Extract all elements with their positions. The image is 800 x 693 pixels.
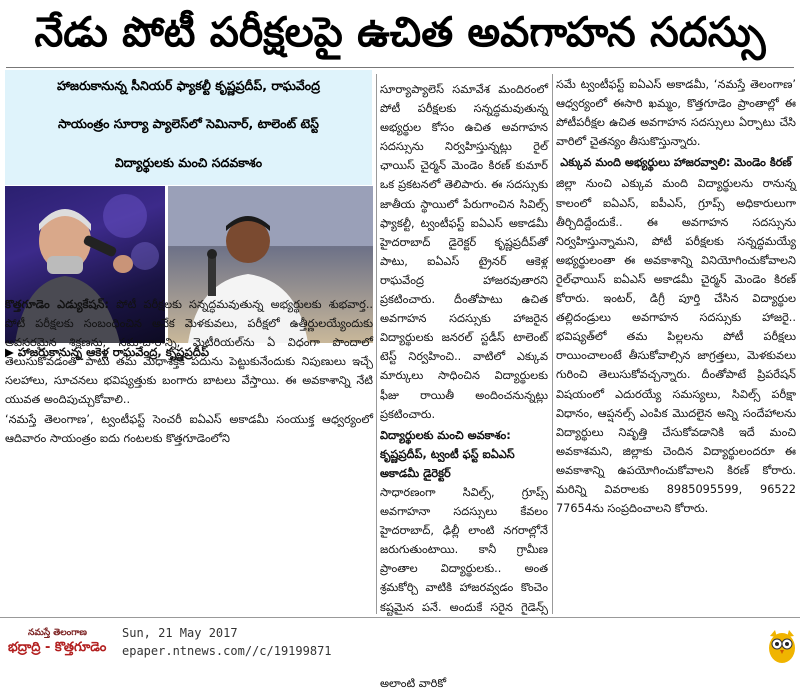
- column-1: [5, 295, 373, 448]
- logo-top-text: నమస్తే తెలంగాణ: [28, 628, 87, 638]
- col2-para-2: సాధారణంగా సివిల్స్, గ్రూప్స్ అవగాహనా సదస్సులు కేవలం హైదరాబాద్, ఢిల్లీ లాంటి నగరాల్లోనే జరుగుతుంటాయి. కానీ గ్రామీణ ప్రాంతాల విద్యార్థులకు.. అంత శ్రమకోర్చి వాటికి హాజరవ్వడం కొంచెం కష్టమైన పనే. అందుకే సరైన గైడెన్స్ అలాంటి వారికో: [380, 485, 548, 690]
- logo-bottom-text: భద్రాద్రి - కొత్తగూడెం: [8, 640, 107, 655]
- intro-line-3: విద్యార్థులకు మంచి సదవకాశం: [114, 155, 263, 170]
- intro-box: [5, 70, 372, 185]
- column-2: [380, 80, 548, 693]
- epaper-meta: [122, 624, 332, 660]
- column-divider-2: [552, 74, 553, 614]
- edition-date: Sun, 21 May 2017: [122, 626, 238, 640]
- headline: నేడు పోటీ పరీక్షలపై ఉచిత అవగాహన సదస్సు: [34, 8, 766, 56]
- col2-para-1: సూర్యాప్యాలెస్ సమావేశ మందిరంలో పోటీ పరీక్షలకు సన్నద్ధమవుతున్న అభ్యర్థుల కోసం ఉచిత అవగాహన సదస్సును నిర్వహిస్తున్నట్లు రైల్ ఛాయిస్ చైర్మన్ మెండెం కిరణ్ కుమార్ ఒక ప్రకటనలో తెలిపారు. ఈ సదస్సుకు జాతీయ స్థాయిలో పేరుగాంచిన సివిల్స్ ఫ్యాకల్టీ, ట్వంటీఫస్ట్ ఐఏఎస్ అకాడమీ హైదరాబాద్ డైరెక్టర్ కృష్ణప్రదీప్‌తో పాటు, ఐఏఎస్ ట్రైనర్ ఆకెళ్ల రాఘవేంద్ర హాజరవుతారని ప్రకటించారు. దీంతోపాటు ఉచిత అవగాహన సదస్సుకు హాజరైన విద్యార్థులకు జనరల్ స్టడీస్ టాలెంట్ టెస్ట్ నిర్వహించి.. వాటిలో ఎక్కువ మార్కులు సాధించిన విద్యార్థులకు ఫీజు రాయితీ అందించనున్నట్లు ప్రకటించారు.: [380, 83, 548, 421]
- intro-line-1: హాజరుకానున్న సీనియర్ ఫ్యాకల్టీ కృష్ణప్రదీప్, రాఘవేంద్ర: [57, 78, 320, 93]
- dateline: కొత్తగూడెం ఎడ్యుకేషన్:: [5, 298, 109, 311]
- column-3: [556, 75, 796, 518]
- owl-icon: [768, 628, 796, 664]
- epaper-url[interactable]: epaper.ntnews.com//c/19199871: [122, 644, 332, 658]
- caption-text: హాజరుకానున్న ఆకెళ్ల రాఘవేంద్ర, కృష్ణప్రదీప్: [17, 345, 210, 359]
- headline-rule: [6, 67, 794, 68]
- newspaper-logo[interactable]: [8, 628, 106, 664]
- col3-para-1: సమే ట్వంటీఫస్ట్ ఐఏఎస్ అకాడమీ, ‘నమస్తే తెలంగాణ’ ఆధ్వర్యంలో ఈసారి ఖమ్మం, కొత్తగూడెం ప్రాంతాల్లో ఈ పోటీపరీక్షల ఉచిత అవగాహన సదస్సులు ఏర్పాటు చేసి వారిలో చైతన్యం తీసుకొస్తున్నారు.: [556, 78, 796, 149]
- col2-subhead: విద్యార్థులకు మంచి అవకాశం: కృష్ణప్రదీప్, ట్వంటీ ఫస్ట్ ఐఏఎస్ అకాడమీ డైరెక్టర్: [380, 428, 515, 480]
- caption-arrow-icon: ▶: [5, 345, 18, 359]
- epaper-footer: [0, 617, 800, 674]
- col1-para-1-text: పోటీ పరీక్షలకు సన్నద్ధమవుతున్న అభ్యర్థులకు శుభవార్త.. పోటీ పరీక్షలకు సంబంధించిన అనేక మెళకువలు, పరీక్షలో ఉత్తీర్ణులయ్యేందుకు అవసరమైన శిక్షణను, సమాచారాన్ని, మెటీరియల్‌ను ఏ విధంగా పొందాలో తెలుసుకోవడంతో పాటు తమ మేధాశక్తికి పదును పెట్టుకునేందుకు నిపుణులు ఇచ్చే సలహాలు, సూచనలు భవిష్యత్తుకు బంగారు బాటలు వేస్తాయి. ఈ అవకాశాన్ని నేటి యువత అందిపుచ్చుకోవాలి..: [5, 298, 374, 407]
- col1-para-1: [5, 295, 373, 410]
- intro-line-2: సాయంత్రం సూర్యా ప్యాలెస్‌లో సెమినార్, టాలెంట్ టెస్ట్: [58, 116, 319, 131]
- column-divider-1: [376, 74, 377, 614]
- col1-para-2: ‘నమస్తే తెలంగాణ’, ట్వంటీఫస్ట్ సెంచరీ ఐఏఎస్ అకాడమీ సంయుక్త ఆధ్వర్యంలో ఆదివారం సాయంత్రం ఐదు గంటలకు కొత్తగూడెంలోని: [5, 412, 373, 445]
- col3-subhead: ఎక్కువ మంది అభ్యర్థులు హాజరవ్వాలి: మెండెం కిరణ్: [560, 156, 792, 170]
- col3-para-2: జిల్లా నుంచి ఎక్కువ మంది విద్యార్థులను రానున్న కాలంలో ఐఏఎస్, ఐపీఎస్, గ్రూప్స్ అధికారులుగా తీర్చిదిద్దేందుకే.. ఈ అవగాహన సదస్సును నిర్వహిస్తున్నామని, పోటీ పరీక్షలకు సన్నద్ధమయ్యే అభ్యర్థులంతా ఈ అవకాశాన్ని వినియోగించుకోవాలని రైల్‌ఛాయిస్ ఐఏఎస్ అకాడమీ చైర్మన్ మెండెం కిరణ్ కోరారు. ఇంటర్, డిగ్రీ పూర్తి చేసిన విద్యార్థుల తల్లిదండ్రులు అవగాహన సదస్సుకు హాజరై.. భవిష్యత్‌లో తమ పిల్లలను పోటీ పరీక్షలు రాయించాలంటే తీసుకోవాల్సిన జాగ్రత్తలు, మెళకువలు గురించి తెలుసుకోవచ్చన్నారు. దీంతోపాటే ప్రిపరేషన్ విషయంలో ఎదురయ్యే సమస్యలు, సివిల్స్ పరీక్షా విధానం, ఆప్షనల్స్ ఎంపిక మొదలైన అన్ని సందేహాలను విద్యార్థులు నివృత్తి చేసుకోవడానికి ఇదే మంచి అవకాశమని, జిల్లాకు చెందిన విద్యార్థులందరూ ఈ అవకాశాన్ని ఉపయోగించుకోవాలని కిరణ్ కోరారు. మరిన్ని వివరాలకు 8985095599, 96522 77654ను సంప్రదించాలని కోరారు.: [556, 177, 796, 516]
